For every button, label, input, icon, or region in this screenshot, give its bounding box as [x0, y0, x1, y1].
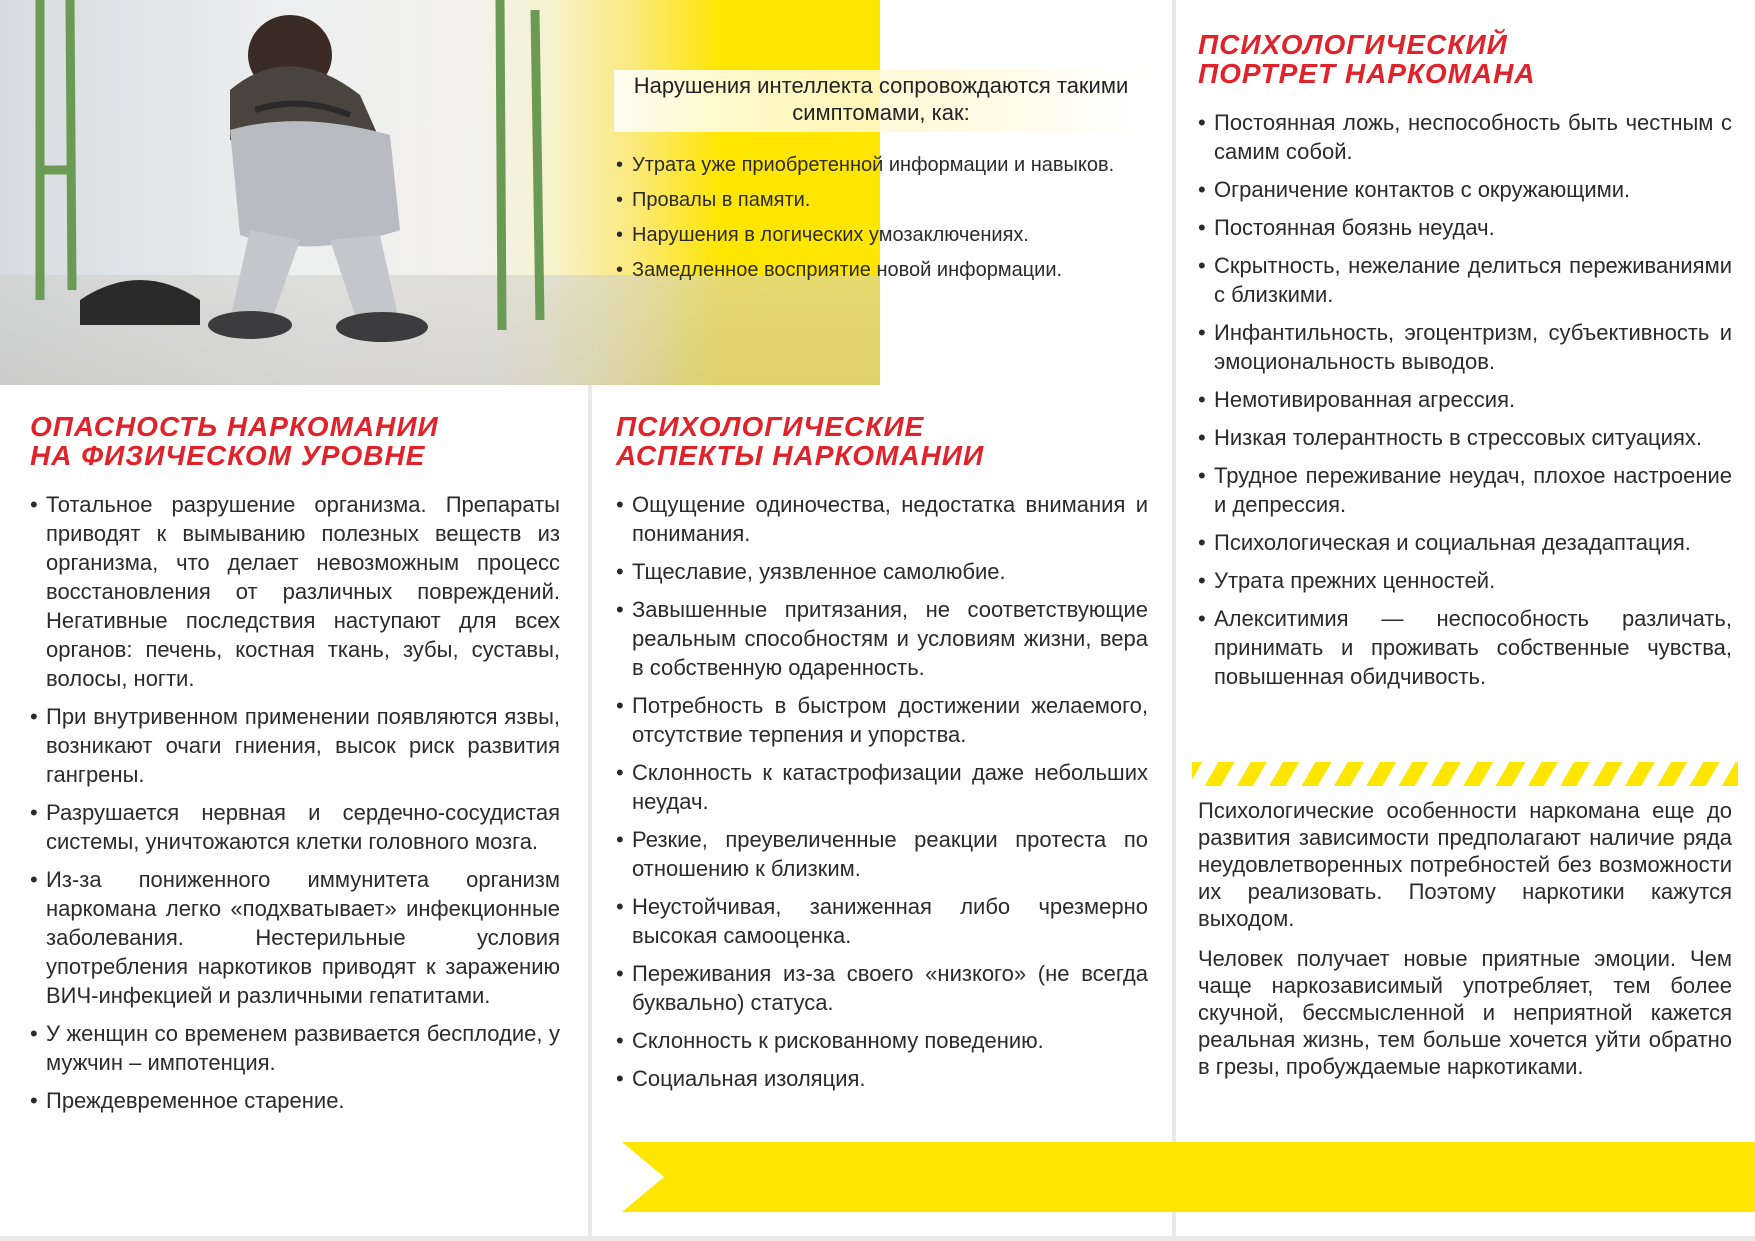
heading-line: ПСИХОЛОГИЧЕСКИЙ — [1198, 29, 1508, 60]
psych-aspects-list — [616, 490, 1148, 1093]
list-item: • Постоянная боязнь неудач. — [1198, 213, 1732, 242]
portrait-block — [1198, 108, 1732, 700]
striped-divider — [1192, 762, 1738, 786]
paragraph: Психологические особенности наркомана еще до развития зависимости предполагают наличие ряда неудовлетворенных потребностей без возможности их реализовать. Поэтому наркотики кажутся выходом. — [1198, 798, 1732, 931]
list-item: • Склонность к катастрофизации даже небольших неудач. — [616, 758, 1148, 816]
list-item: • Ограничение контактов с окружающими. — [1198, 175, 1732, 204]
list-item: • Резкие, преувеличенные реакции протеста по отношению к близким. — [616, 825, 1148, 883]
list-item: • Утрата прежних ценностей. — [1198, 566, 1732, 595]
paragraph: Человек получает новые приятные эмоции. Чем чаще наркозависимый употребляет, тем более скучной, бессмысленной и неприятной кажется реальная жизнь, тем больше хочется уйти обратно в грезы, пробуждаемые наркотиками. — [1198, 946, 1732, 1079]
list-item: • Завышенные притязания, не соответствующие реальным способностям и условиям жизни, вера в собственную одаренность. — [616, 595, 1148, 682]
list-item: • Тщеславие, уязвленное самолюбие. — [616, 557, 1148, 586]
portrait-paragraphs — [1198, 797, 1732, 1093]
list-item: • Потребность в быстром достижении желаемого, отсутствие терпения и упорства. — [616, 691, 1148, 749]
list-item: • Переживания из-за своего «низкого» (не всегда буквально) статуса. — [616, 959, 1148, 1017]
list-item: • Ощущение одиночества, недостатка внимания и понимания. — [616, 490, 1148, 548]
list-item: • Трудное переживание неудач, плохое настроение и депрессия. — [1198, 461, 1732, 519]
physical-block — [30, 490, 560, 1124]
list-item: • Из-за пониженного иммунитета организм наркомана легко «подхватывает» инфекционные заболевания. Нестерильные условия употребления наркотиков приводят к заражению ВИЧ-инфекцией и различными гепатитами. — [30, 865, 560, 1010]
list-item: • Неустойчивая, заниженная либо чрезмерно высокая самооценка. — [616, 892, 1148, 950]
list-item: • Склонность к рискованному поведению. — [616, 1026, 1148, 1055]
psych-aspects-block — [616, 490, 1148, 1102]
list-item: • Инфантильность, эгоцентризм, субъективность и эмоциональность выводов. — [1198, 318, 1732, 376]
list-item: • Провалы в памяти. — [616, 187, 1126, 213]
intellect-list — [616, 152, 1126, 283]
psych-aspects-heading — [616, 412, 984, 470]
list-item: • Психологическая и социальная дезадаптация. — [1198, 528, 1732, 557]
list-item: • Алекситимия — неспособность различать, принимать и проживать собственные чувства, повышенная обидчивость. — [1198, 604, 1732, 691]
list-item: • Утрата уже приобретенной информации и навыков. — [616, 152, 1126, 178]
portrait-heading — [1198, 30, 1536, 88]
heading-line: АСПЕКТЫ НАРКОМАНИИ — [616, 440, 985, 471]
list-item: • Немотивированная агрессия. — [1198, 385, 1732, 414]
list-item: • Нарушения в логических умозаключениях. — [616, 222, 1126, 248]
list-item: • Преждевременное старение. — [30, 1086, 560, 1115]
intellect-list-block — [616, 152, 1126, 292]
list-item: • Низкая толерантность в стрессовых ситуациях. — [1198, 423, 1732, 452]
list-item: • Тотальное разрушение организма. Препараты приводят к вымыванию полезных веществ из организма, что делает невозможным процесс восстановления от различных повреждений. Негативные последствия наступают для всех органов: печень, костная ткань, зубы, суставы, волосы, ногти. — [30, 490, 560, 693]
list-item: • Социальная изоляция. — [616, 1064, 1148, 1093]
heading-line: ПОРТРЕТ НАРКОМАНА — [1198, 58, 1536, 89]
list-item: • Разрушается нервная и сердечно-сосудистая системы, уничтожаются клетки головного мозга. — [30, 798, 560, 856]
list-item: • Замедленное восприятие новой информации. — [616, 257, 1126, 283]
list-item: • Постоянная ложь, неспособность быть честным с самим собой. — [1198, 108, 1732, 166]
intellect-caption: Нарушения интеллекта сопровождаются такими симптомами, как: — [614, 70, 1148, 132]
physical-heading — [30, 412, 439, 470]
heading-line: ПСИХОЛОГИЧЕСКИЕ — [616, 411, 925, 442]
list-item: • Скрытность, нежелание делиться переживаниями с близкими. — [1198, 251, 1732, 309]
heading-line: НА ФИЗИЧЕСКОМ УРОВНЕ — [30, 440, 426, 471]
list-item: • При внутривенном применении появляются язвы, возникают очаги гниения, высок риск развития гангрены. — [30, 702, 560, 789]
portrait-list — [1198, 108, 1732, 691]
physical-list — [30, 490, 560, 1115]
yellow-arrow-band — [622, 1142, 1755, 1212]
list-item: • У женщин со временем развивается бесплодие, у мужчин – импотенция. — [30, 1019, 560, 1077]
heading-line: ОПАСНОСТЬ НАРКОМАНИИ — [30, 411, 439, 442]
